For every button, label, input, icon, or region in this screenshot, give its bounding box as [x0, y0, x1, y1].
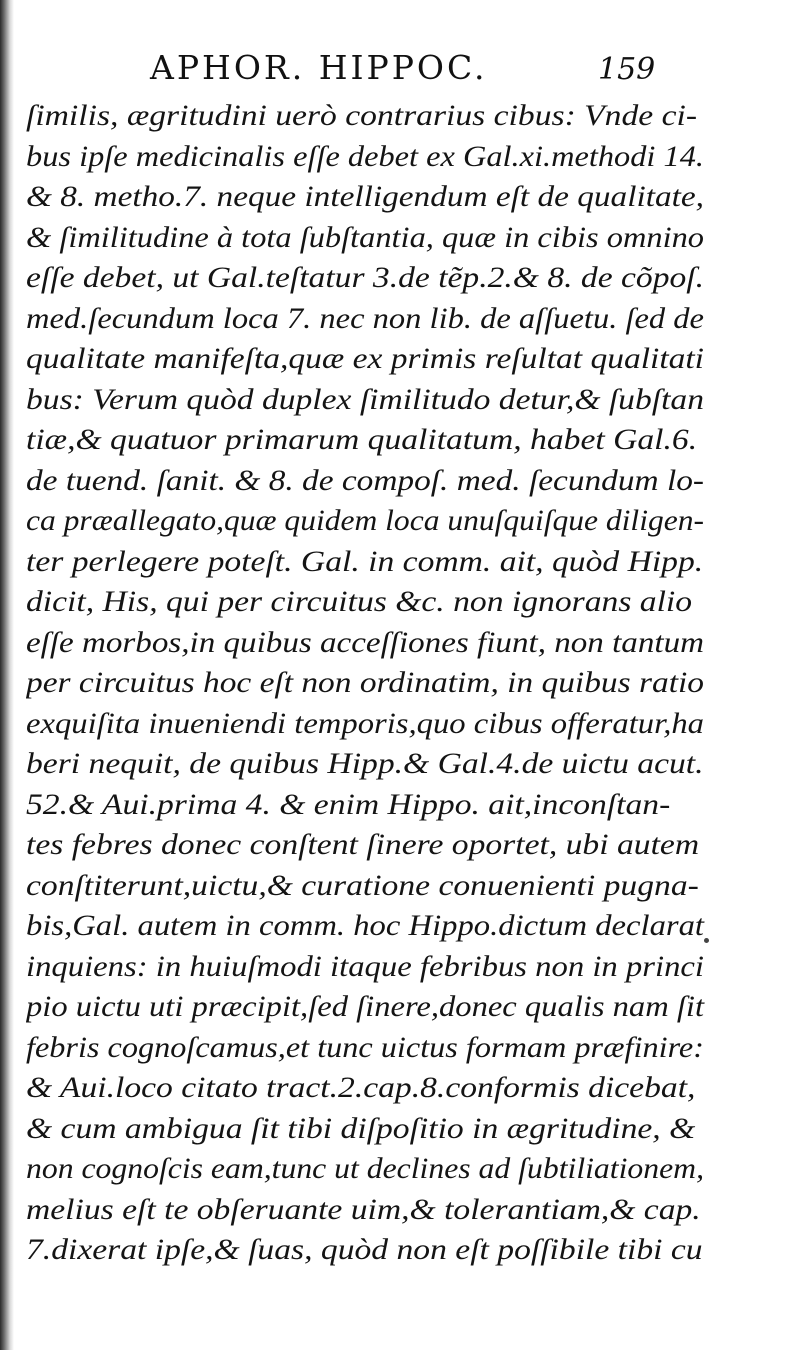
- text-line: ter perlegere poteſt. Gal. in comm. ait, quòd Hipp.: [26, 544, 704, 578]
- text-line: per circuitus hoc eſt non ordinatim, in quibus ratio: [26, 666, 704, 699]
- text-line: melius eſt te obſeruante uim,& tolerantiam,& cap.: [26, 1192, 701, 1226]
- text-line: & cum ambigua ſit tibi diſpoſitio in ægritudine, &: [26, 1111, 696, 1145]
- text-line: qualitate manifeſta,quæ ex primis reſultat qualitati: [26, 342, 704, 375]
- text-line: 7.dixerat ipſe,& ſuas, quòd non eſt poſſibile tibi cu: [26, 1233, 703, 1266]
- text-line: eſſe debet, ut Gal.teſtatur 3.de tẽp.2.& 8. de cõpoſ.: [26, 261, 704, 294]
- text-line: febris cognoſcamus,et tunc uictus formam præfinire:: [26, 1030, 704, 1064]
- text-line: inquiens: in huiuſmodi itaque febribus non in princi: [26, 949, 704, 983]
- text-line: & 8. metho.7. neque intelligendum eſt de qualitate,: [26, 180, 704, 213]
- text-line: pio uictu uti præcipit,ſed ſinere,donec qualis nam ſit: [26, 990, 704, 1023]
- text-line: tes febres donec conſtent ſinere oportet, ubi autem: [26, 828, 700, 861]
- text-line: ſimilis, ægritudini uerò contrarius cibus: Vnde ci-: [26, 99, 698, 132]
- text-line: non cognoſcis eam,tunc ut declines ad ſubtiliationem,: [26, 1152, 704, 1185]
- text-line: dicit, His, qui per circuitus &c. non ignorans alio: [26, 585, 693, 618]
- ink-speck: [704, 938, 709, 943]
- running-head: APHOR. HIPPOC.: [150, 48, 488, 87]
- text-line: beri nequit, de quibus Hipp.& Gal.4.de uictu acut.: [26, 747, 704, 780]
- text-line: de tuend. ſanit. & 8. de compoſ. med. ſecundum lo-: [26, 463, 705, 497]
- text-line: conſtiterunt,uictu,& curatione conuenienti pugna-: [26, 868, 699, 902]
- text-line: bis,Gal. autem in comm. hoc Hippo.dictum declarat: [26, 909, 704, 942]
- text-line: & Aui.loco citato tract.2.cap.8.conformis dicebat,: [26, 1071, 696, 1104]
- page-number: 159: [598, 52, 656, 87]
- text-line: bus: Verum quòd duplex ſimilitudo detur,& ſubſtan: [26, 382, 704, 416]
- scan-edge-shadow: [0, 0, 14, 1350]
- body-text: [26, 96, 716, 1271]
- text-line: tiæ,& quatuor primarum qualitatum, habet Gal.6.: [26, 423, 698, 456]
- text-line: 52.& Aui.prima 4. & enim Hippo. ait,inconſtan-: [26, 787, 671, 821]
- text-line: & ſimilitudine à tota ſubſtantia, quæ in cibis omnino: [26, 220, 704, 254]
- text-line: ca præallegato,quæ quidem loca unuſquiſque diligen-: [26, 504, 704, 537]
- text-line: med.ſecundum loca 7. nec non lib. de aſſuetu. ſed de: [26, 301, 704, 335]
- text-line: bus ipſe medicinalis eſſe debet ex Gal.xi.methodi 14.: [26, 139, 704, 173]
- text-line: exquiſita inueniendi temporis,quo cibus offeratur,ha: [26, 706, 704, 740]
- text-line: eſſe morbos,in quibus acceſſiones fiunt, non tantum: [26, 625, 704, 659]
